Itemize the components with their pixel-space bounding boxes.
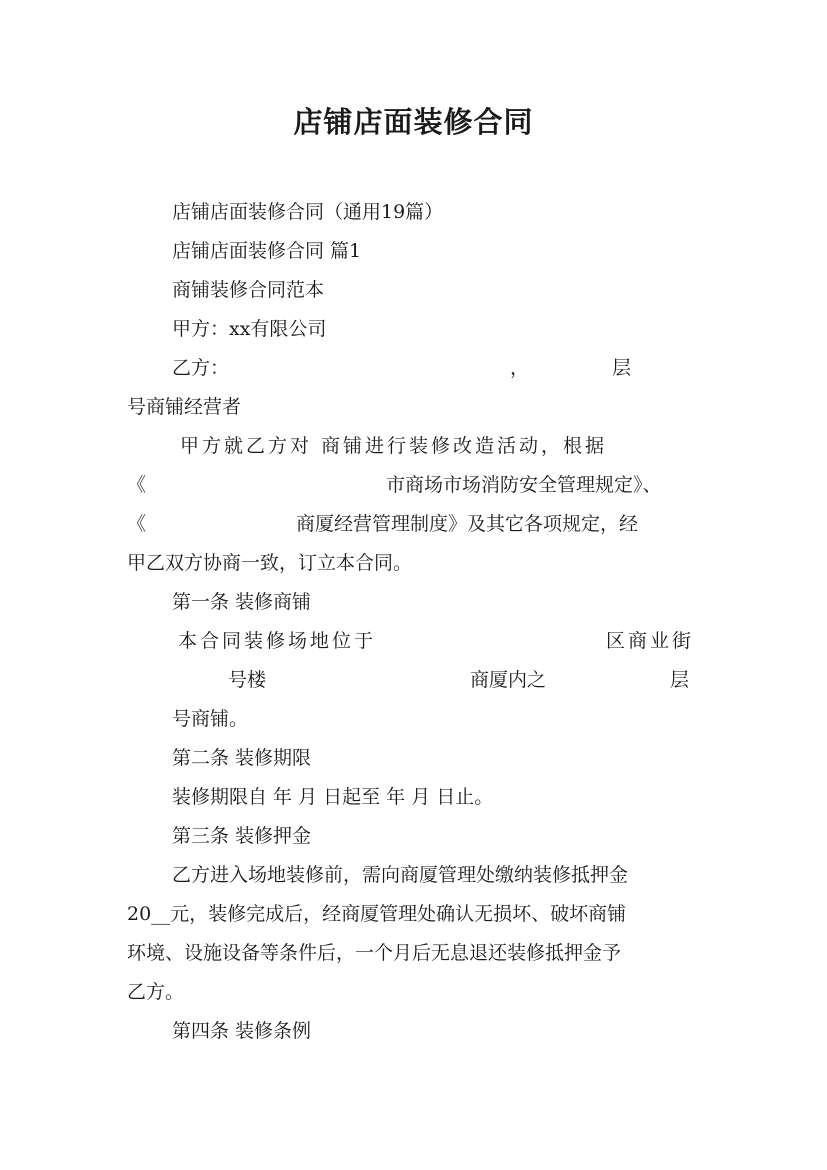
section-heading: 第三条 装修押金	[172, 825, 312, 847]
section-heading: 第一条 装修商铺	[172, 591, 312, 613]
section-heading: 第二条 装修期限	[172, 747, 312, 769]
paragraph-line: 层	[670, 669, 690, 691]
paragraph-line: 《	[127, 474, 147, 496]
paragraph-line: ，	[510, 357, 530, 379]
paragraph-line: 20__元，装修完成后，经商厦管理处确认无损坏、破坏商铺	[127, 903, 627, 925]
paragraph-line: 装修期限自 年 月 日起至 年 月 日止。	[172, 786, 494, 808]
paragraph-line: 店铺店面装修合同（通用19篇）	[172, 201, 444, 223]
paragraph-line: 号商铺。	[172, 708, 249, 730]
paragraph-line: 商厦内之	[470, 669, 547, 691]
paragraph-line: 乙方。	[127, 981, 185, 1003]
paragraph-line: 号楼	[228, 669, 267, 691]
paragraph-line: 乙方：	[172, 357, 230, 379]
section-heading: 第四条 装修条例	[172, 1020, 312, 1042]
document-title: 店铺店面装修合同	[293, 105, 534, 139]
paragraph-line: 店铺店面装修合同 篇1	[172, 240, 362, 262]
paragraph-line: 商铺装修合同范本	[172, 279, 325, 301]
paragraph-line: 乙方进入场地装修前，需向商厦管理处缴纳装修抵押金	[172, 864, 629, 886]
paragraph-line: 区商业街	[606, 630, 695, 652]
paragraph-line: 商厦经营管理制度》及其它各项规定，经	[296, 513, 639, 535]
paragraph-line: 甲乙双方协商一致，订立本合同。	[127, 552, 413, 574]
paragraph-line: 层	[612, 357, 632, 379]
paragraph-line: 本合同装修场地位于	[178, 630, 377, 652]
paragraph-line: 甲方就乙方对 商铺进行装修改造活动，根据	[180, 435, 608, 457]
paragraph-line: 甲方：xx有限公司	[172, 318, 327, 340]
paragraph-line: 号商铺经营者	[127, 396, 242, 418]
paragraph-line: 市商场市场消防安全管理规定》、	[386, 474, 662, 496]
paragraph-line: 《	[127, 513, 147, 535]
paragraph-line: 环境、设施设备等条件后，一个月后无息退还装修抵押金予	[127, 942, 622, 964]
